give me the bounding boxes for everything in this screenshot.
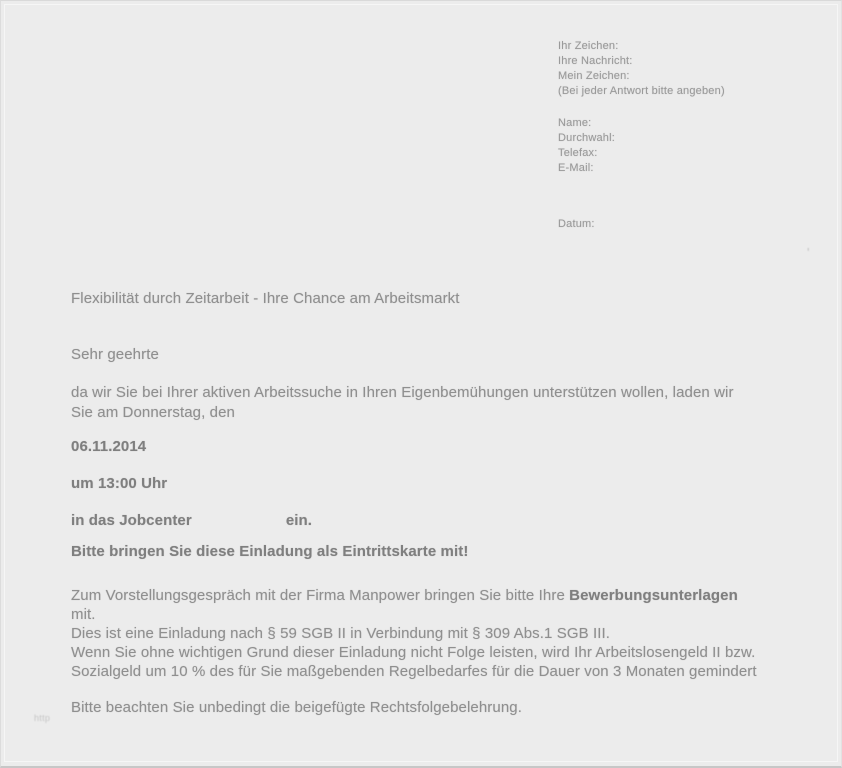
contact-block bbox=[558, 116, 615, 176]
salutation: Sehr geehrte bbox=[71, 346, 159, 363]
appointment-location-line bbox=[71, 511, 312, 531]
stray-scan-mark: ' bbox=[807, 245, 810, 260]
http-watermark: http bbox=[34, 713, 51, 723]
details-line-1 bbox=[71, 586, 757, 605]
details-line-5: Sozialgeld um 10 % des für Sie maßgebenden Regelbedarfes für die Dauer von 3 Monaten gemindert bbox=[71, 663, 757, 680]
details-paragraph bbox=[71, 586, 757, 681]
appointment-date: 06.11.2014 bbox=[71, 438, 147, 455]
closing-note: Bitte beachten Sie unbedingt die beigefügte Rechtsfolgebelehrung. bbox=[71, 699, 522, 716]
location-suffix: ein. bbox=[285, 512, 313, 529]
intro-paragraph bbox=[71, 383, 734, 423]
details-line-3: Dies ist eine Einladung nach § 59 SGB II in Verbindung mit § 309 Abs.1 SGB III. bbox=[71, 625, 611, 642]
details-line-1-bold: Bewerbungsunterlagen bbox=[569, 587, 738, 604]
location-prefix: in das Jobcenter bbox=[71, 512, 192, 529]
ticket-note: Bitte bringen Sie diese Einladung als Eintrittskarte mit! bbox=[71, 543, 469, 560]
contact-line-email: E-Mail: bbox=[558, 162, 594, 174]
reference-line-ihre-nachricht: Ihre Nachricht: bbox=[558, 55, 633, 67]
intro-line-1: da wir Sie bei Ihrer aktiven Arbeitssuche in Ihren Eigenbemühungen unterstützen wollen, laden wir bbox=[71, 384, 734, 401]
details-line-2: mit. bbox=[71, 606, 96, 623]
reference-line-antwort-hinweis: (Bei jeder Antwort bitte angeben) bbox=[558, 85, 725, 97]
details-line-4: Wenn Sie ohne wichtigen Grund dieser Einladung nicht Folge leisten, wird Ihr Arbeitslosengeld II bzw. bbox=[71, 644, 756, 661]
details-line-1-regular: Zum Vorstellungsgespräch mit der Firma Manpower bringen Sie bitte Ihre bbox=[71, 587, 570, 604]
reference-block bbox=[558, 39, 725, 99]
intro-line-2: Sie am Donnerstag, den bbox=[71, 404, 235, 421]
reference-line-ihr-zeichen: Ihr Zeichen: bbox=[558, 40, 619, 52]
date-label: Datum: bbox=[558, 218, 595, 230]
contact-line-durchwahl: Durchwahl: bbox=[558, 132, 616, 144]
reference-line-mein-zeichen: Mein Zeichen: bbox=[558, 70, 630, 82]
contact-line-name: Name: bbox=[558, 117, 592, 129]
appointment-time: um 13:00 Uhr bbox=[71, 475, 168, 492]
contact-line-telefax: Telefax: bbox=[558, 147, 598, 159]
subject-line: Flexibilität durch Zeitarbeit - Ihre Chance am Arbeitsmarkt bbox=[71, 290, 460, 307]
